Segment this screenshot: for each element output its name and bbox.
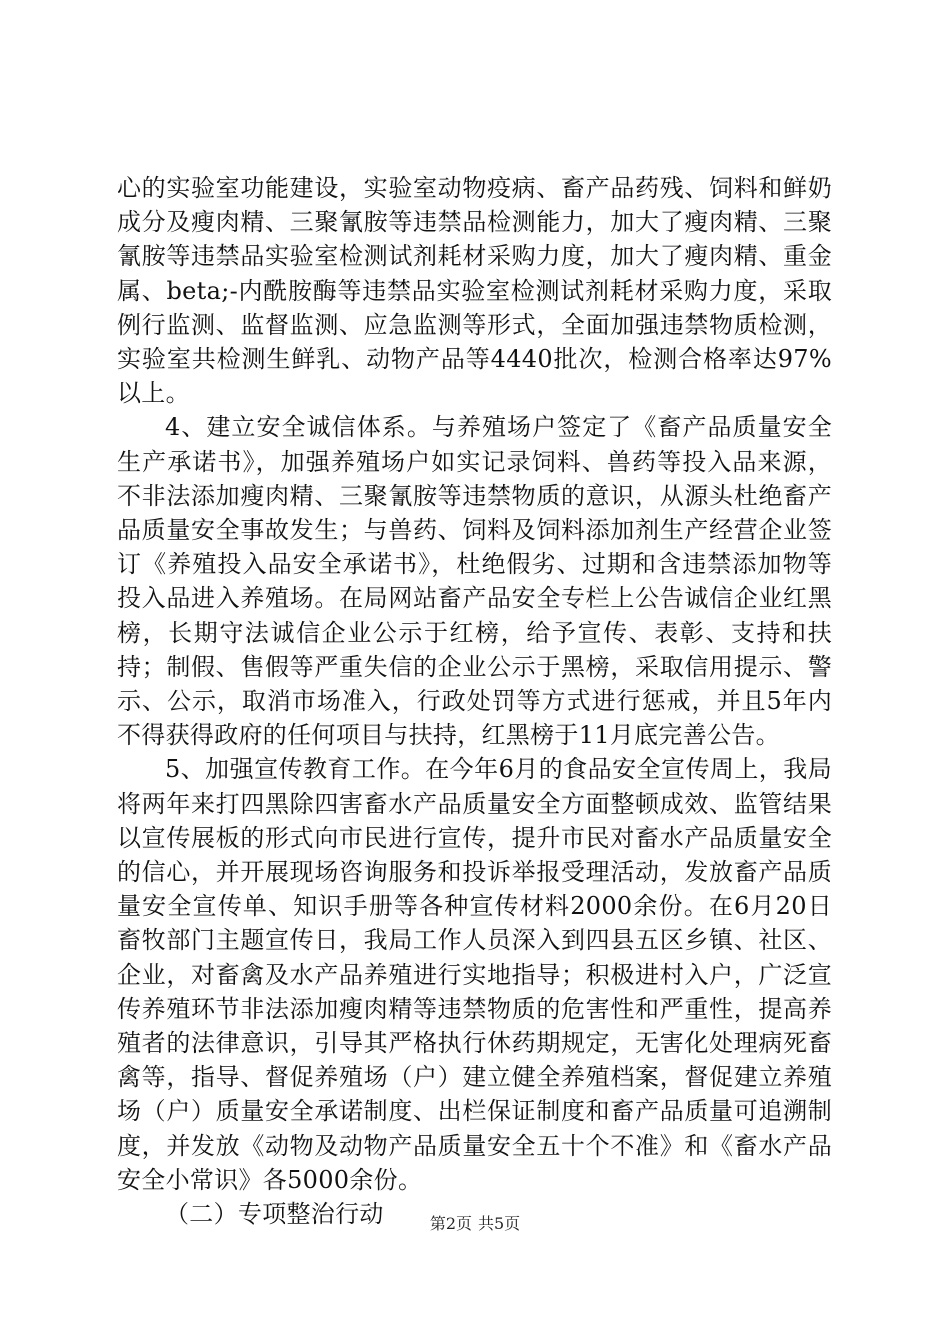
page-total: 共5页 <box>478 1214 521 1233</box>
paragraph-publicity-education: 5、加强宣传教育工作。在今年6月的食品安全宣传周上，我局将两年来打四黑除四害畜水产品质量安全方面整顿成效、监管结果以宣传展板的形式向市民进行宣传，提升市民对畜水产品质量安全的信心，并开展现场咨询服务和投诉举报受理活动，发放畜产品质量安全宣传单、知识手册等各种宣传材料2000余份。在6月20日畜牧部门主题宣传日，我局工作人员深入到四县五区乡镇、社区、企业，对畜禽及水产品养殖进行实地指导；积极进村入户，广泛宣传养殖环节非法添加瘦肉精等违禁物质的危害性和严重性，提高养殖者的法律意识，引导其严格执行休药期规定，无害化处理病死畜禽等，指导、督促养殖场（户）建立健全养殖档案，督促建立养殖场（户）质量安全承诺制度、出栏保证制度和畜产品质量可追溯制度，并发放《动物及动物产品质量安全五十个不准》和《畜水产品安全小常识》各5000余份。 <box>117 755 832 1194</box>
page-number: 第2页 <box>429 1214 472 1233</box>
page-footer <box>0 1214 950 1234</box>
paragraph-lab-testing: 心的实验室功能建设，实验室动物疫病、畜产品药残、饲料和鲜奶成分及瘦肉精、三聚氰胺等违禁品检测能力，加大了瘦肉精、三聚氰胺等违禁品实验室检测试剂耗材采购力度，加大了瘦肉精、重金属、beta;-内酰胺酶等违禁品实验室检测试剂耗材采购力度，采取例行监测、监督监测、应急监测等形式，全面加强违禁物质检测，实验室共检测生鲜乳、动物产品等4440批次，检测合格率达97%以上。 <box>117 174 832 408</box>
paragraph-integrity-system: 4、建立安全诚信体系。与养殖场户签定了《畜产品质量安全生产承诺书》，加强养殖场户如实记录饲料、兽药等投入品来源，不非法添加瘦肉精、三聚氰胺等违禁物质的意识，从源头杜绝畜产品质量安全事故发生；与兽药、饲料及饲料添加剂生产经营企业签订《养殖投入品安全承诺书》，杜绝假劣、过期和含违禁添加物等投入品进入养殖场。在局网站畜产品安全专栏上公告诚信企业红黑榜，长期守法诚信企业公示于红榜，给予宣传、表彰、支持和扶持；制假、售假等严重失信的企业公示于黑榜，采取信用提示、警示、公示，取消市场准入，行政处罚等方式进行惩戒，并且5年内不得获得政府的任何项目与扶持，红黑榜于11月底完善公告。 <box>117 413 832 750</box>
section-subheading: （二）专项整治行动 <box>165 1200 384 1229</box>
document-body <box>117 171 832 1231</box>
